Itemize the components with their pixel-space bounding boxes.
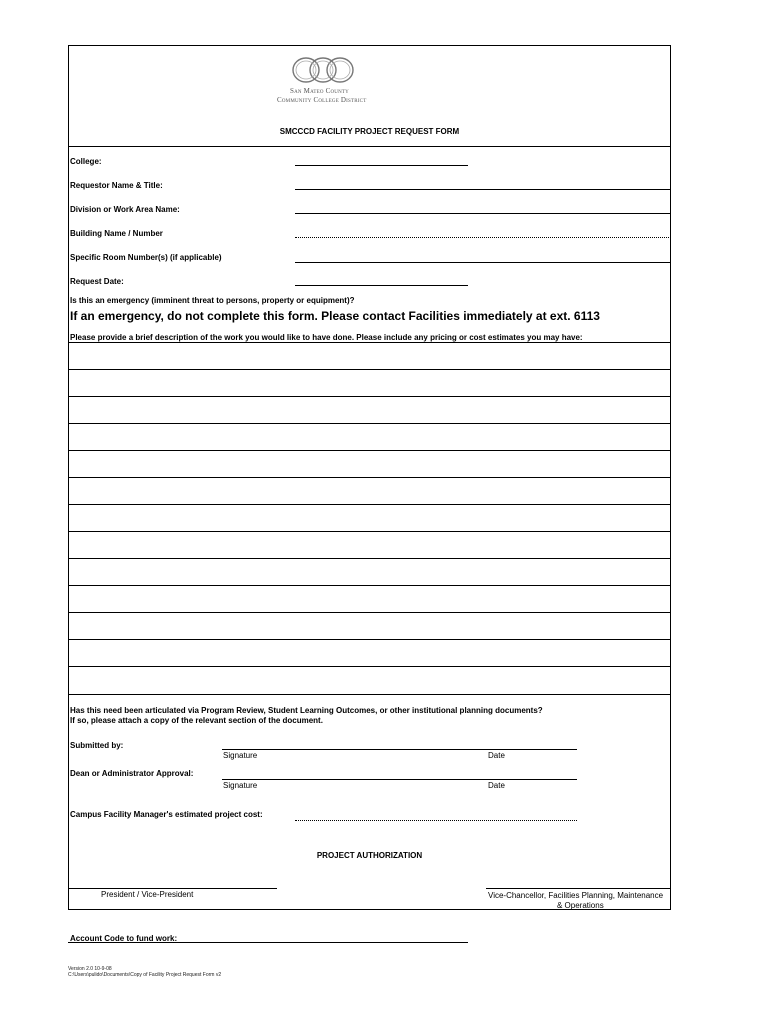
description-line[interactable]	[68, 558, 671, 584]
emergency-notice: If an emergency, do not complete this form. Please contact Facilities immediately at ext. 6113	[70, 309, 600, 323]
description-line[interactable]	[68, 612, 671, 638]
description-line[interactable]	[68, 396, 671, 422]
president-caption: President / Vice-President	[101, 890, 194, 899]
description-line[interactable]	[68, 531, 671, 557]
description-line[interactable]	[68, 450, 671, 476]
building-field[interactable]	[295, 237, 671, 238]
description-line[interactable]	[68, 639, 671, 665]
request-date-label: Request Date:	[70, 277, 124, 286]
description-line[interactable]	[68, 369, 671, 395]
room-field[interactable]	[295, 262, 671, 263]
approval-signature-field[interactable]	[222, 779, 577, 780]
division-field[interactable]	[295, 213, 671, 214]
request-date-field[interactable]	[295, 285, 468, 286]
description-line[interactable]	[68, 477, 671, 503]
college-label: College:	[70, 157, 102, 166]
requestor-field[interactable]	[295, 189, 671, 190]
emergency-question: Is this an emergency (imminent threat to persons, property or equipment)?	[70, 296, 355, 305]
description-line[interactable]	[68, 342, 671, 368]
vc-signature-field[interactable]	[486, 888, 671, 889]
submitted-signature-field[interactable]	[222, 749, 577, 750]
logo-line-2: Community College District	[277, 96, 367, 104]
description-prompt: Please provide a brief description of the work you would like to have done. Please include any pricing or cost estimates you may have:	[70, 333, 583, 342]
description-line[interactable]	[68, 423, 671, 449]
approval-label: Dean or Administrator Approval:	[70, 769, 194, 778]
division-label: Division or Work Area Name:	[70, 205, 180, 214]
three-rings-logo-icon	[290, 55, 356, 85]
signature-caption: Signature	[223, 751, 258, 760]
submitted-by-label: Submitted by:	[70, 741, 124, 750]
logo-line-1: San Mateo County	[290, 87, 349, 95]
college-field[interactable]	[295, 165, 468, 166]
description-line[interactable]	[68, 585, 671, 611]
form-title: SMCCCD FACILITY PROJECT REQUEST FORM	[279, 127, 460, 136]
date-caption: Date	[488, 781, 505, 790]
account-code-label: Account Code to fund work:	[70, 934, 178, 943]
room-label: Specific Room Number(s) (if applicable)	[70, 253, 222, 262]
file-path-note: C:\Users\pulido\Documents\Copy of Facility Project Request Form v2	[68, 972, 222, 978]
planning-question-line-2: If so, please attach a copy of the relevant section of the document.	[70, 716, 323, 725]
district-logo	[277, 55, 367, 105]
authorization-heading: PROJECT AUTHORIZATION	[316, 851, 423, 860]
signature-caption: Signature	[223, 781, 258, 790]
description-line[interactable]	[68, 666, 671, 692]
version-note: Version 2.0 10-9-08	[68, 966, 112, 972]
cost-label: Campus Facility Manager's estimated project cost:	[70, 810, 263, 819]
vc-caption-line-1: Vice-Chancellor, Facilities Planning, Maintenance	[488, 891, 664, 900]
divider	[68, 694, 671, 695]
account-code-field[interactable]	[68, 942, 468, 943]
divider	[68, 146, 671, 147]
requestor-label: Requestor Name & Title:	[70, 181, 163, 190]
planning-question-line-1: Has this need been articulated via Program Review, Student Learning Outcomes, or other institutional planning documents?	[70, 706, 543, 715]
cost-field[interactable]	[295, 820, 577, 821]
building-label: Building Name / Number	[70, 229, 163, 238]
president-signature-field[interactable]	[68, 888, 277, 889]
vc-caption-line-2: & Operations	[557, 901, 604, 910]
description-line[interactable]	[68, 504, 671, 530]
date-caption: Date	[488, 751, 505, 760]
